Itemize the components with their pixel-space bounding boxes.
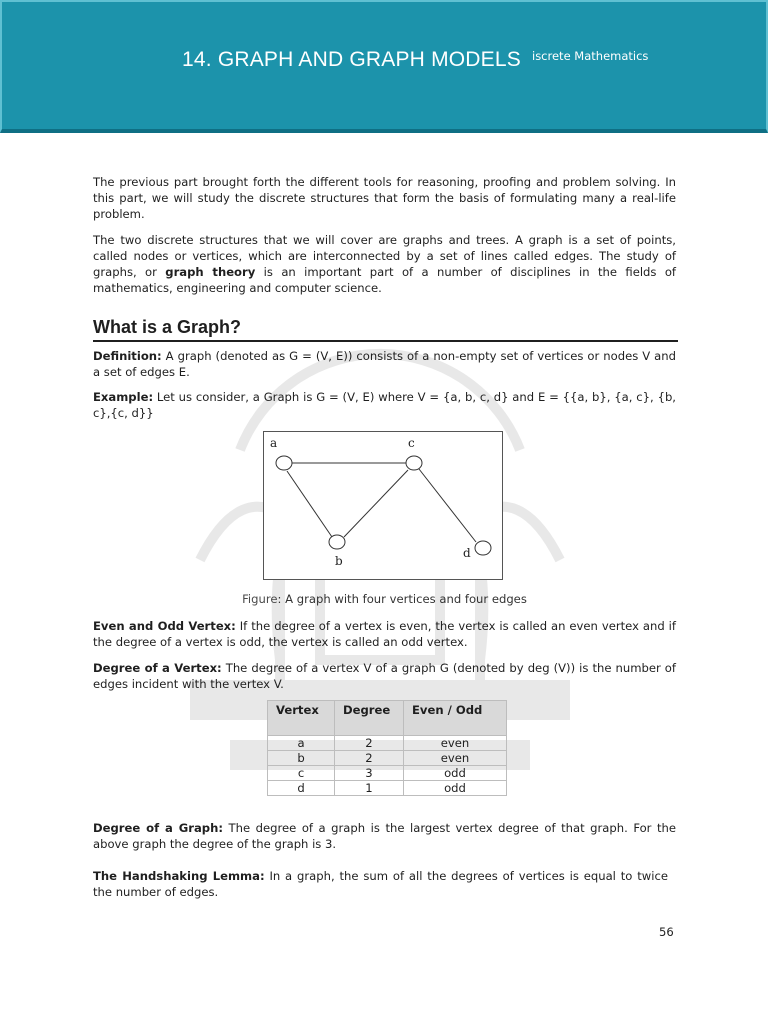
degree-graph-label: Degree of a Graph:	[93, 821, 223, 835]
example-text: Let us consider, a Graph is G = (V, E) where V = {a, b, c, d} and E = {{a, b}, {a, c}, {b, c},{c, d}}	[93, 390, 676, 420]
vertex-a-node	[276, 456, 292, 470]
handshaking-label: The Handshaking Lemma:	[93, 869, 265, 883]
degree-vertex-label: Degree of a Vertex:	[93, 661, 222, 675]
degree-table	[267, 700, 507, 796]
even-odd-label: Even and Odd Vertex:	[93, 619, 236, 633]
table-cell: even	[404, 736, 507, 751]
degree-vertex-text: The degree of a vertex V of a graph G (denoted by deg (V)) is the number of edges incident with the vertex V.	[93, 661, 676, 691]
header-vertex: Vertex	[268, 701, 335, 736]
intro-paragraph-1: The previous part brought forth the different tools for reasoning, proofing and problem solving. In this part, we will study the discrete structures that form the basis of formulating many a real-life problem.	[93, 175, 676, 221]
page-number: 56	[659, 925, 674, 939]
table-cell: a	[268, 736, 335, 751]
header-even-odd: Even / Odd	[404, 701, 507, 736]
section-heading: What is a Graph?	[93, 317, 242, 337]
degree-vertex-paragraph	[93, 660, 676, 692]
header-banner	[0, 0, 768, 133]
vertex-c-node	[406, 456, 422, 470]
even-odd-text: If the degree of a vertex is even, the vertex is called an even vertex and if the degree of a vertex is odd, the vertex is called an odd vertex.	[93, 619, 676, 649]
table-cell: d	[268, 781, 335, 796]
table-cell: c	[268, 766, 335, 781]
vertex-c-label: c	[408, 436, 415, 450]
definition-paragraph	[93, 348, 676, 380]
table-cell: odd	[404, 766, 507, 781]
vertex-b-node	[329, 535, 345, 549]
degree-graph-paragraph	[93, 820, 676, 852]
example-label: Example:	[93, 390, 154, 404]
table-cell: b	[268, 751, 335, 766]
graph-figure	[263, 431, 503, 580]
definition-label: Definition:	[93, 349, 162, 363]
table-row	[268, 781, 507, 796]
intro-text: is an important part of a number of disciplines in the fields of mathematics, engineering and computer science.	[93, 265, 676, 295]
handshaking-text: In a graph, the sum of all the degrees of vertices is equal to twice the number of edges.	[93, 869, 668, 899]
table-row	[268, 751, 507, 766]
table-cell: even	[404, 751, 507, 766]
vertex-d-node	[475, 541, 491, 555]
example-paragraph	[93, 389, 676, 421]
vertex-a-label: a	[270, 436, 278, 450]
chapter-title: 14. GRAPH AND GRAPH MODELS	[182, 48, 521, 71]
table-row	[268, 766, 507, 781]
caption-label: Figure	[242, 592, 278, 606]
subject-label: iscrete Mathematics	[532, 49, 649, 63]
vertex-b-label: b	[335, 554, 343, 568]
header-degree: Degree	[335, 701, 404, 736]
even-odd-paragraph	[93, 618, 676, 650]
table-cell: 2	[335, 751, 404, 766]
graph-theory-term: graph theory	[165, 265, 256, 279]
intro-paragraph-2	[93, 232, 676, 296]
table-cell: 3	[335, 766, 404, 781]
caption-text: : A graph with four vertices and four edges	[277, 592, 527, 606]
table-cell: 1	[335, 781, 404, 796]
table-row	[268, 736, 507, 751]
table-header-row	[268, 701, 507, 736]
table-cell: odd	[404, 781, 507, 796]
figure-caption	[93, 592, 676, 606]
handshaking-paragraph	[93, 868, 668, 900]
table-cell: 2	[335, 736, 404, 751]
intro-text: The two discrete structures that we will cover are graphs and trees. A graph is a set of points, called nodes or vertices, which are interconnected by a set of lines called edges. The study of graphs, or	[93, 233, 676, 279]
definition-text: A graph (denoted as G = (V, E)) consists of a non-empty set of vertices or nodes V and a set of edges E.	[93, 349, 676, 379]
heading-rule	[93, 340, 678, 342]
degree-graph-text: The degree of a graph is the largest vertex degree of that graph. For the above graph the degree of the graph is 3.	[93, 821, 677, 851]
vertex-d-label: d	[463, 546, 471, 560]
